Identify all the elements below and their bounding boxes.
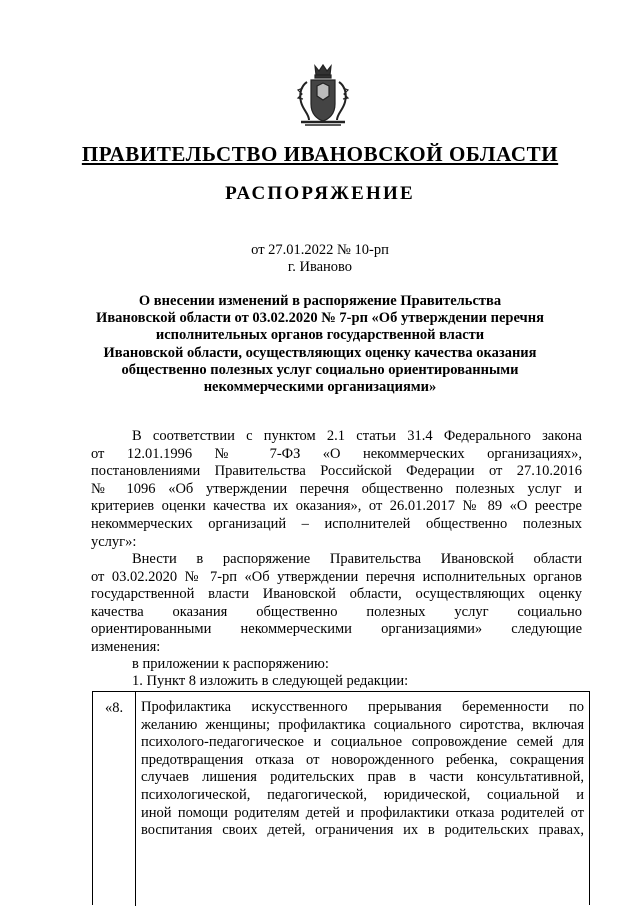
text-line: услуг»: bbox=[91, 533, 137, 550]
text-line: В соответствии с пунктом 2.1 статьи 31.4 Федерального закона bbox=[132, 428, 582, 444]
row-text-cell bbox=[141, 699, 584, 840]
text-line: предотвращения отказа от новорожденного ребенка, сокращения bbox=[141, 751, 584, 768]
subject-heading bbox=[80, 293, 560, 396]
amendment-table bbox=[92, 691, 590, 905]
text-line: критериев оценки качества их оказания», от 26.01.2017 № 89 «О реестре bbox=[91, 498, 582, 515]
text-line: от 12.01.1996 № 7-ФЗ «О некоммерческих организациях», bbox=[91, 445, 582, 462]
item-line: 1. Пункт 8 изложить в следующей редакции: bbox=[132, 673, 409, 689]
text-line: иной помощи родителям детей и профилактики отказа родителей от bbox=[141, 804, 584, 821]
text-line: Внести в распоряжение Правительства Ивановской области bbox=[132, 551, 582, 567]
paragraph-resolution bbox=[91, 551, 582, 657]
subject-line: Ивановской области от 03.02.2020 № 7-рп «Об утверждении перечня bbox=[96, 310, 544, 327]
text-line: психолого-педагогическое и социальное сопровождение семей для bbox=[141, 734, 584, 751]
text-line: случаев лишения родительских прав в части консультативной, bbox=[141, 769, 584, 786]
text-line: желанию женщины; профилактика социального сиротства, включая bbox=[141, 716, 584, 733]
text-line: ориентированными некоммерческими организациями» следующие bbox=[91, 621, 582, 638]
subject-line: Ивановской области, осуществляющих оценку качества оказания bbox=[103, 344, 537, 361]
coat-of-arms-icon bbox=[293, 62, 353, 128]
row-number-cell: «8. bbox=[93, 692, 136, 906]
text-line: № 1096 «Об утверждении перечня общественно полезных услуг и bbox=[91, 480, 582, 497]
government-title: ПРАВИТЕЛЬСТВО ИВАНОВСКОЙ ОБЛАСТИ bbox=[81, 142, 559, 166]
paragraph-preamble bbox=[91, 428, 582, 551]
text-line: качества оказания общественно полезных услуг социально bbox=[91, 603, 582, 620]
text-line: изменения: bbox=[91, 638, 161, 655]
text-line: постановлениями Правительства Российской Федерации от 27.10.2016 bbox=[91, 463, 582, 480]
document-type: РАСПОРЯЖЕНИЕ bbox=[225, 183, 415, 204]
text-line: от 03.02.2020 № 7-рп «Об утверждении перечня исполнительных органов bbox=[91, 568, 582, 585]
text-line: некоммерческих организаций – исполнителей общественно полезных bbox=[91, 515, 582, 532]
subject-line: исполнительных органов государственной власти bbox=[155, 327, 485, 344]
text-line: Профилактика искусственного прерывания беременности по bbox=[141, 699, 584, 715]
city: г. Иваново bbox=[287, 259, 353, 275]
date-number: от 27.01.2022 № 10-рп bbox=[251, 242, 389, 258]
text-line: воспитания своих детей, ограничения их в родительских правах, bbox=[141, 822, 584, 839]
subject-line: некоммерческими организациями» bbox=[203, 379, 437, 396]
subject-line: О внесении изменений в распоряжение Правительства bbox=[138, 293, 502, 309]
text-line: государственной власти Ивановской области, осуществляющих оценку bbox=[91, 586, 582, 603]
appendix-line: в приложении к распоряжению: bbox=[132, 656, 329, 672]
subject-line: общественно полезных услуг социально ориентированными bbox=[121, 361, 519, 378]
text-line: психологической, педагогической, юридической, социальной и bbox=[141, 786, 584, 803]
